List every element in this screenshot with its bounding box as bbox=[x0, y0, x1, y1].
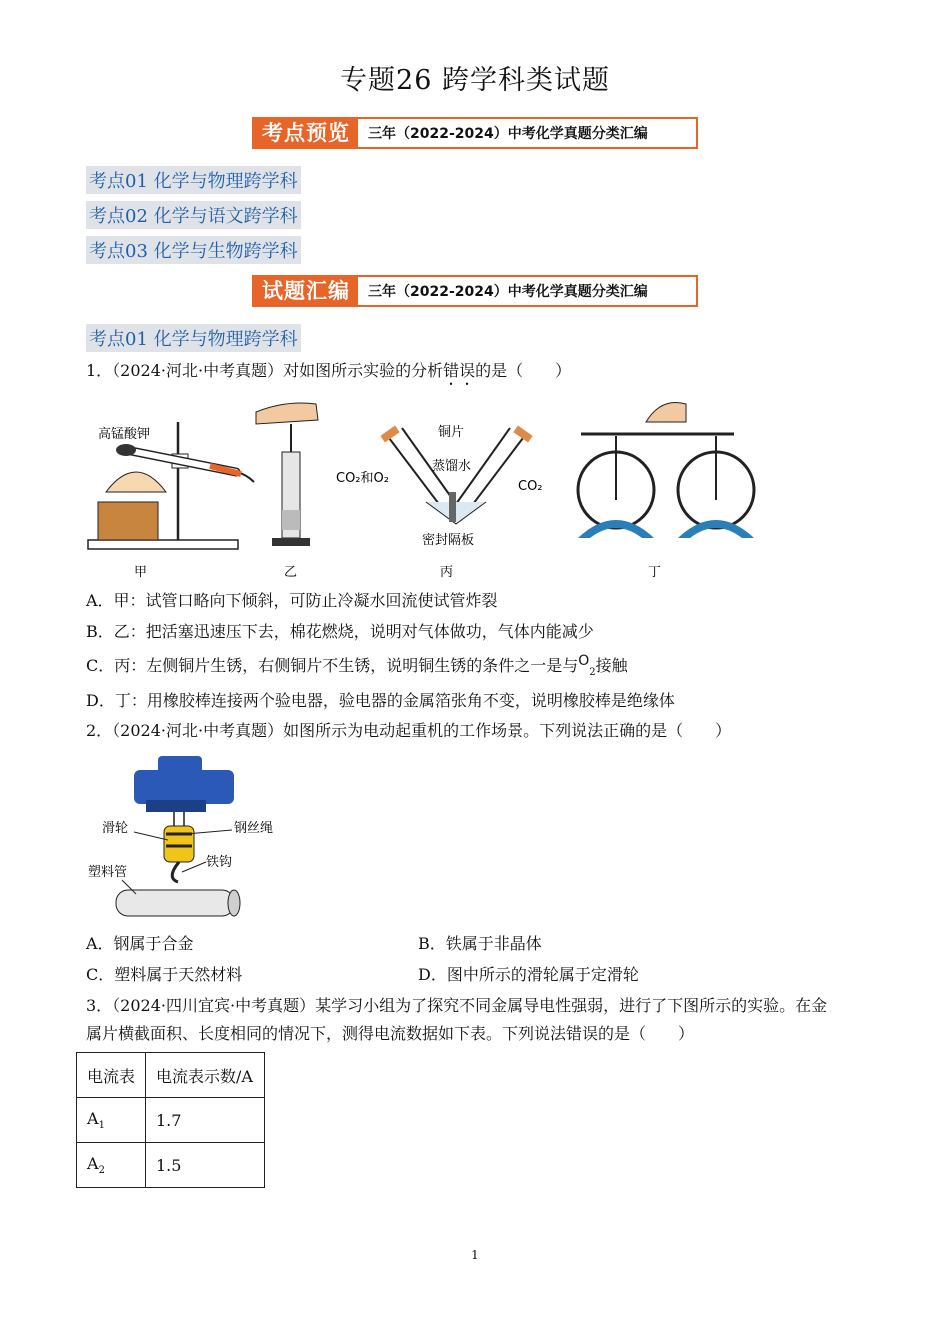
label-gaomeng: 高锰酸钾 bbox=[98, 427, 151, 442]
table-row: $A_2$ 1.5 bbox=[77, 1143, 265, 1188]
banner-tag: 试题汇编 bbox=[254, 277, 358, 305]
label-tongpian: 铜片 bbox=[438, 425, 465, 440]
q2-figure bbox=[86, 750, 296, 922]
questions-banner bbox=[252, 275, 698, 307]
banner-subtitle: 三年（2022-2024）中考化学真题分类汇编 bbox=[368, 284, 648, 300]
q2-option-d[interactable]: D．图中所示的滑轮属于定滑轮 bbox=[418, 965, 639, 984]
q1-option-a[interactable]: A．甲：试管口略向下倾斜，可防止冷凝水回流使试管炸裂 bbox=[86, 591, 498, 610]
toc-item-1[interactable]: 考点01 化学与物理跨学科 bbox=[86, 166, 301, 194]
label-suliao: 塑料管 bbox=[88, 865, 128, 880]
section-heading: 考点01 化学与物理跨学科 bbox=[86, 324, 301, 352]
q1-option-d[interactable]: D．丁：用橡胶棒连接两个验电器，验电器的金属箔张角不变，说明橡胶棒是绝缘体 bbox=[86, 691, 675, 710]
figure-bing bbox=[336, 424, 543, 548]
q1-option-b[interactable]: B．乙：把活塞迅速压下去，棉花燃烧，说明对气体做功，气体内能减少 bbox=[86, 622, 594, 641]
label-mifeng: 密封隔板 bbox=[422, 533, 475, 548]
question-2-stem: 2．（2024·河北·中考真题）如图所示为电动起重机的工作场景。下列说法正确的是（ ） bbox=[86, 721, 732, 740]
q2-option-a[interactable]: A．钢属于合金 bbox=[86, 934, 194, 953]
banner-subtitle: 三年（2022-2024）中考化学真题分类汇编 bbox=[368, 126, 648, 142]
q1-figure bbox=[86, 392, 776, 582]
table-row: $A_1$ 1.7 bbox=[77, 1098, 265, 1143]
table-header: 电流表 bbox=[77, 1053, 146, 1098]
caption-ding: 丁 bbox=[648, 565, 662, 580]
question-3-stem-line2: 属片横截面积、长度相同的情况下，测得电流数据如下表。下列说法错误的是（ ） bbox=[86, 1024, 695, 1043]
banner-tag: 考点预览 bbox=[254, 119, 358, 147]
preview-banner bbox=[252, 117, 698, 149]
page-number: 1 bbox=[471, 1248, 479, 1262]
question-1-stem: 1．（2024·河北·中考真题）对如图所示实验的分析错误的是（ ） bbox=[86, 361, 572, 380]
figure-ding bbox=[578, 402, 754, 538]
label-co2: CO₂ bbox=[518, 479, 543, 494]
figure-jia bbox=[88, 422, 254, 549]
label-zhengliu: 蒸馏水 bbox=[432, 459, 472, 474]
label-tiegou: 铁钩 bbox=[206, 855, 233, 870]
caption-yi: 乙 bbox=[284, 565, 298, 580]
toc-item-2[interactable]: 考点02 化学与语文跨学科 bbox=[86, 201, 301, 229]
q2-option-b[interactable]: B．铁属于非晶体 bbox=[418, 934, 542, 953]
caption-jia: 甲 bbox=[134, 565, 148, 580]
toc-item-3[interactable]: 考点03 化学与生物跨学科 bbox=[86, 236, 301, 264]
figure-yi bbox=[256, 403, 318, 546]
question-3-stem-line1: 3．（2024·四川宜宾·中考真题）某学习小组为了探究不同金属导电性强弱，进行了下图所示的实验。在金 bbox=[86, 996, 828, 1015]
label-co2o2: CO₂和O₂ bbox=[336, 471, 389, 486]
label-gangsi: 钢丝绳 bbox=[234, 821, 274, 836]
q1-option-c[interactable]: C．丙：左侧铜片生锈，右侧铜片不生锈，说明铜生锈的条件之一是与$O_2$接触 bbox=[86, 653, 628, 679]
caption-bing: 丙 bbox=[440, 565, 454, 580]
page-title: 专题26 跨学科类试题 bbox=[340, 65, 610, 96]
q2-option-c[interactable]: C．塑料属于天然材料 bbox=[86, 965, 243, 984]
current-table bbox=[76, 1052, 265, 1188]
label-hualun: 滑轮 bbox=[102, 821, 129, 836]
table-header: 电流表示数/A bbox=[146, 1053, 265, 1098]
